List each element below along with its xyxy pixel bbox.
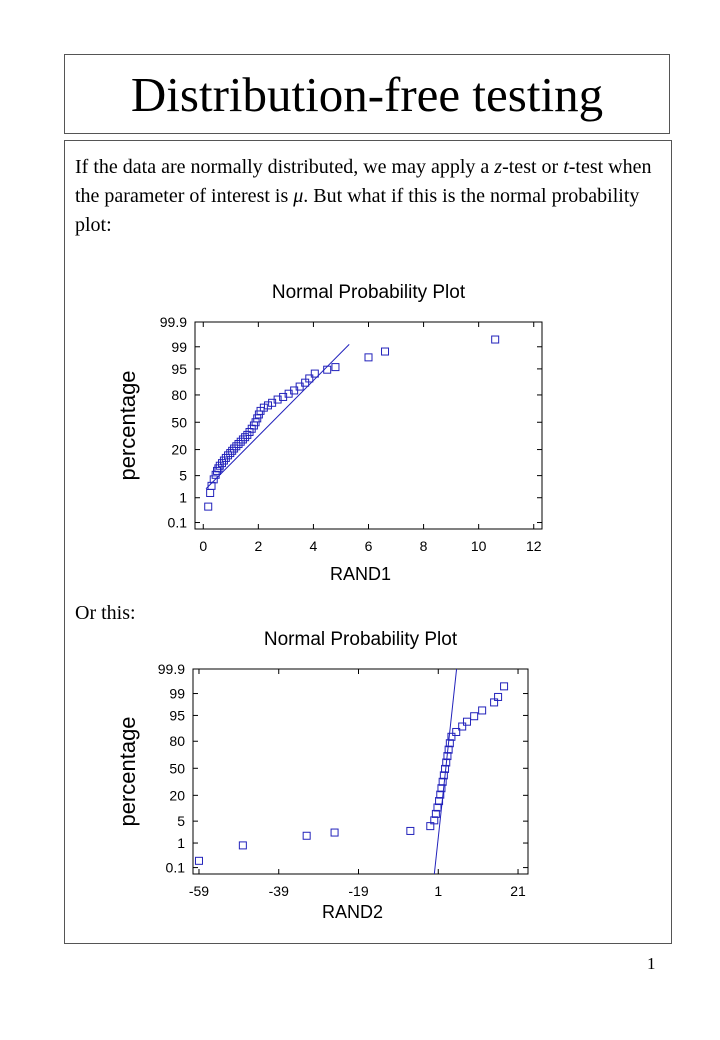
mu-symbol: μ xyxy=(293,185,304,207)
x-tick-label: 4 xyxy=(309,538,318,554)
y-axis-label: percentage xyxy=(115,370,140,481)
y-tick-label: 50 xyxy=(171,414,187,431)
y-tick-label: 0.1 xyxy=(165,859,185,876)
t-symbol: t xyxy=(563,156,569,178)
x-tick-label: 21 xyxy=(510,883,526,899)
y-tick-label: 99.9 xyxy=(159,313,187,330)
y-tick-label: 50 xyxy=(169,760,185,777)
x-tick-label: 0 xyxy=(199,538,208,554)
intro-text-3: -test when the parameter of interest is xyxy=(75,156,652,207)
x-tick-label: 6 xyxy=(364,538,373,554)
chart-title: Normal Probability Plot xyxy=(271,282,466,303)
x-axis-label: RAND2 xyxy=(321,902,384,922)
y-tick-label: 0.1 xyxy=(167,514,187,531)
y-tick-label: 5 xyxy=(179,467,187,484)
y-tick-label: 80 xyxy=(169,733,185,750)
x-tick-label: 1 xyxy=(434,883,443,899)
y-tick-label: 1 xyxy=(177,835,185,852)
z-symbol: z xyxy=(494,156,503,178)
y-tick-label: 99 xyxy=(171,338,187,355)
intro-text-2: -test or xyxy=(502,156,564,178)
or-this-text: Or this: xyxy=(75,602,136,624)
content-box xyxy=(64,140,672,944)
x-axis-label: RAND1 xyxy=(329,564,392,584)
y-tick-label: 20 xyxy=(171,441,187,458)
intro-paragraph xyxy=(75,153,665,240)
x-tick-label: 2 xyxy=(254,538,263,554)
y-tick-label: 99.9 xyxy=(157,660,185,677)
x-tick-label: -19 xyxy=(348,883,369,899)
x-tick-label: -59 xyxy=(188,883,210,899)
chart-title: Normal Probability Plot xyxy=(263,629,458,650)
y-axis-label: percentage xyxy=(115,716,140,827)
y-tick-label: 1 xyxy=(179,489,187,506)
x-tick-label: 8 xyxy=(419,538,428,554)
intro-text-1: If the data are normally distributed, we may apply a xyxy=(75,156,495,178)
y-tick-label: 5 xyxy=(177,813,185,830)
y-tick-label: 99 xyxy=(169,685,185,702)
y-tick-label: 80 xyxy=(171,386,187,403)
y-tick-label: 95 xyxy=(171,360,187,377)
x-tick-label: 12 xyxy=(525,538,542,554)
title-box xyxy=(64,54,670,134)
y-tick-label: 95 xyxy=(169,707,185,724)
y-tick-label: 20 xyxy=(169,787,185,804)
x-tick-label: -39 xyxy=(268,883,289,899)
page-number: 1 xyxy=(647,954,656,973)
x-tick-label: 10 xyxy=(470,538,487,554)
page-title: Distribution-free testing xyxy=(130,67,604,122)
intro-text-4: . But what if this is the normal probability plot: xyxy=(75,185,640,236)
